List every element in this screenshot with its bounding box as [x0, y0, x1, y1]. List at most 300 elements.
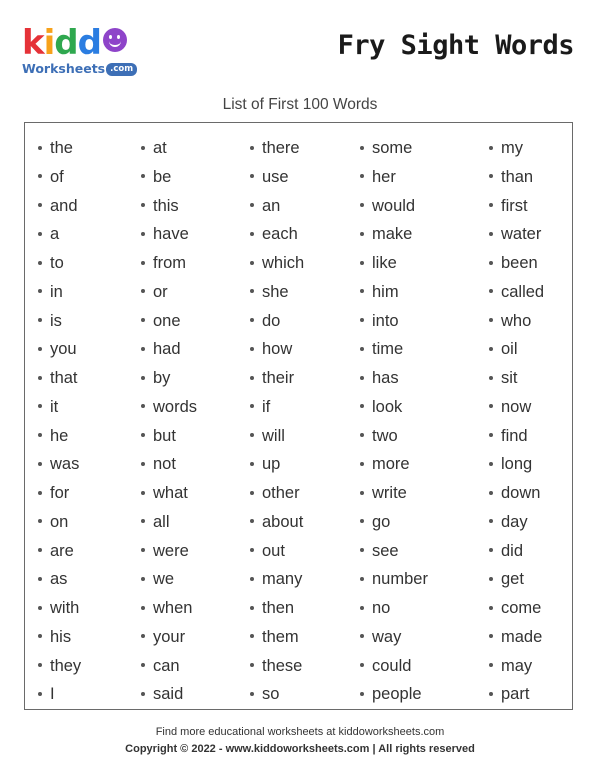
word-text: was — [50, 455, 80, 474]
word-text: water — [501, 225, 542, 244]
word-text: did — [501, 541, 524, 560]
bullet-icon — [250, 174, 254, 178]
logo-worksheets-text: Worksheets — [22, 61, 106, 76]
bullet-icon — [250, 462, 254, 466]
word-text: her — [372, 167, 396, 186]
bullet-icon — [360, 261, 364, 265]
word-item — [360, 249, 428, 278]
bullet-icon — [38, 663, 42, 667]
word-item — [141, 364, 197, 393]
word-item — [250, 450, 304, 479]
word-item — [489, 508, 544, 537]
bullet-icon — [141, 404, 145, 408]
word-item — [489, 652, 544, 681]
word-text: his — [50, 627, 72, 646]
word-item — [360, 364, 428, 393]
bullet-icon — [489, 519, 493, 523]
word-text: many — [262, 570, 303, 589]
word-text: will — [262, 426, 285, 445]
bullet-icon — [141, 692, 145, 696]
word-text: at — [153, 139, 167, 157]
word-text: sit — [501, 369, 518, 387]
word-item — [141, 594, 197, 623]
bullet-icon — [360, 577, 364, 581]
word-item — [141, 393, 197, 422]
word-text: is — [50, 311, 62, 330]
word-text: do — [262, 311, 281, 330]
word-item — [141, 680, 197, 709]
bullet-icon — [250, 577, 254, 581]
bullet-icon — [489, 376, 493, 380]
bullet-icon — [489, 663, 493, 667]
word-text: him — [372, 282, 399, 301]
logo-subtitle — [22, 61, 152, 76]
bullet-icon — [141, 347, 145, 351]
bullet-icon — [250, 232, 254, 236]
word-item — [141, 537, 197, 566]
word-text: been — [501, 254, 538, 272]
footer-copyright-text: Copyright © 2022 - www.kiddoworksheets.com | All rights reserved — [125, 743, 475, 755]
bullet-icon — [141, 663, 145, 667]
word-item — [141, 623, 197, 652]
bullet-icon — [250, 347, 254, 351]
bullet-icon — [360, 347, 364, 351]
word-item — [489, 594, 544, 623]
word-item — [360, 422, 428, 451]
word-item — [38, 134, 81, 163]
word-text: not — [153, 455, 176, 474]
word-text: more — [372, 455, 410, 474]
word-text: of — [50, 167, 64, 186]
bullet-icon — [489, 606, 493, 610]
word-item — [360, 163, 428, 192]
word-item — [38, 594, 81, 623]
bullet-icon — [141, 577, 145, 581]
word-text: has — [372, 369, 399, 387]
word-text: way — [372, 627, 402, 646]
word-text: an — [262, 196, 281, 215]
word-item — [250, 537, 304, 566]
bullet-icon — [360, 634, 364, 638]
word-text: look — [372, 397, 403, 416]
word-text: have — [153, 225, 189, 244]
word-item — [38, 680, 81, 709]
bullet-icon — [250, 146, 254, 150]
bullet-icon — [250, 634, 254, 638]
word-text: how — [262, 340, 293, 359]
word-item — [250, 249, 304, 278]
word-item — [250, 220, 304, 249]
bullet-icon — [360, 692, 364, 696]
word-text: get — [501, 570, 524, 589]
bullet-icon — [250, 376, 254, 380]
bullet-icon — [489, 146, 493, 150]
bullet-icon — [250, 663, 254, 667]
word-text: people — [372, 685, 422, 704]
word-item — [250, 134, 304, 163]
word-item — [38, 652, 81, 681]
word-item — [360, 335, 428, 364]
word-item — [489, 249, 544, 278]
word-item — [360, 508, 428, 537]
word-text: there — [262, 139, 300, 157]
word-item — [38, 537, 81, 566]
word-item — [250, 594, 304, 623]
word-item — [141, 335, 197, 364]
word-text: by — [153, 369, 171, 387]
word-text: about — [262, 512, 304, 531]
word-text: they — [50, 656, 82, 675]
word-column-1 — [38, 134, 81, 709]
bullet-icon — [489, 491, 493, 495]
bullet-icon — [141, 203, 145, 207]
word-item — [360, 220, 428, 249]
word-item — [489, 134, 544, 163]
word-item — [360, 565, 428, 594]
word-item — [489, 623, 544, 652]
word-text: with — [50, 599, 80, 617]
bullet-icon — [141, 491, 145, 495]
bullet-icon — [38, 462, 42, 466]
word-text: that — [50, 369, 78, 387]
word-item — [360, 479, 428, 508]
word-item — [250, 163, 304, 192]
bullet-icon — [38, 491, 42, 495]
word-item — [38, 623, 81, 652]
smiley-face-icon — [103, 28, 127, 52]
word-text: each — [262, 225, 298, 244]
bullet-icon — [141, 261, 145, 265]
word-item — [38, 479, 81, 508]
word-list-box — [24, 122, 573, 710]
bullet-icon — [360, 174, 364, 178]
word-item — [38, 220, 81, 249]
bullet-icon — [38, 606, 42, 610]
word-text: no — [372, 599, 391, 617]
word-text: in — [50, 282, 63, 301]
bullet-icon — [360, 232, 364, 236]
word-item — [38, 278, 81, 307]
bullet-icon — [141, 433, 145, 437]
word-text: like — [372, 254, 397, 272]
word-column-3 — [250, 134, 304, 709]
bullet-icon — [38, 634, 42, 638]
word-item — [141, 163, 197, 192]
word-item — [38, 192, 81, 221]
word-text: which — [262, 254, 305, 272]
word-item — [489, 307, 544, 336]
word-text: and — [50, 196, 78, 215]
word-item — [489, 220, 544, 249]
bullet-icon — [250, 548, 254, 552]
bullet-icon — [141, 606, 145, 610]
word-text: be — [153, 167, 172, 186]
word-text: then — [262, 599, 295, 617]
word-text: may — [501, 656, 533, 675]
word-item — [250, 422, 304, 451]
bullet-icon — [489, 203, 493, 207]
bullet-icon — [250, 318, 254, 322]
word-item — [38, 364, 81, 393]
word-item — [141, 479, 197, 508]
word-item — [360, 623, 428, 652]
bullet-icon — [489, 261, 493, 265]
word-text: into — [372, 311, 399, 330]
bullet-icon — [360, 462, 364, 466]
bullet-icon — [38, 203, 42, 207]
word-item — [250, 192, 304, 221]
word-text: my — [501, 139, 523, 157]
word-text: she — [262, 282, 289, 301]
word-item — [38, 307, 81, 336]
word-item — [250, 307, 304, 336]
word-item — [38, 450, 81, 479]
footer-promo-text: Find more educational worksheets at kiddoworksheets.com — [155, 726, 445, 738]
word-text: come — [501, 599, 542, 617]
word-item — [141, 450, 197, 479]
word-text: go — [372, 512, 391, 531]
word-item — [360, 450, 428, 479]
bullet-icon — [489, 548, 493, 552]
bullet-icon — [489, 462, 493, 466]
word-item — [38, 335, 81, 364]
word-item — [38, 422, 81, 451]
kiddo-worksheets-logo — [22, 23, 152, 78]
word-item — [489, 335, 544, 364]
word-text: write — [372, 484, 407, 502]
bullet-icon — [141, 376, 145, 380]
bullet-icon — [141, 318, 145, 322]
word-item — [489, 422, 544, 451]
word-text: are — [50, 541, 74, 560]
word-item — [250, 680, 304, 709]
word-column-4 — [360, 134, 428, 709]
bullet-icon — [38, 289, 42, 293]
word-text: what — [153, 484, 188, 502]
bullet-icon — [360, 404, 364, 408]
word-text: their — [262, 369, 295, 387]
word-item — [38, 508, 81, 537]
word-text: number — [372, 570, 428, 589]
word-text: use — [262, 167, 289, 186]
bullet-icon — [360, 491, 364, 495]
word-item — [250, 508, 304, 537]
word-item — [360, 278, 428, 307]
bullet-icon — [141, 232, 145, 236]
word-text: oil — [501, 340, 518, 359]
word-text: who — [501, 311, 532, 330]
bullet-icon — [38, 519, 42, 523]
bullet-icon — [489, 577, 493, 581]
word-text: he — [50, 426, 69, 445]
bullet-icon — [250, 433, 254, 437]
bullet-icon — [38, 692, 42, 696]
bullet-icon — [38, 318, 42, 322]
bullet-icon — [250, 404, 254, 408]
bullet-icon — [360, 519, 364, 523]
word-text: so — [262, 685, 280, 704]
word-item — [141, 307, 197, 336]
bullet-icon — [38, 376, 42, 380]
word-item — [141, 220, 197, 249]
word-text: now — [501, 397, 532, 416]
word-text: called — [501, 282, 545, 301]
word-item — [489, 479, 544, 508]
word-text: on — [50, 512, 69, 531]
word-text: the — [50, 139, 73, 157]
word-item — [38, 249, 81, 278]
word-item — [489, 537, 544, 566]
word-text: find — [501, 426, 528, 445]
bullet-icon — [489, 232, 493, 236]
word-item — [38, 393, 81, 422]
bullet-icon — [38, 174, 42, 178]
word-item — [250, 278, 304, 307]
word-item — [250, 652, 304, 681]
bullet-icon — [489, 634, 493, 638]
bullet-icon — [360, 663, 364, 667]
word-text: one — [153, 311, 181, 330]
bullet-icon — [489, 289, 493, 293]
bullet-icon — [489, 318, 493, 322]
word-item — [141, 422, 197, 451]
word-item — [360, 537, 428, 566]
word-text: to — [50, 254, 64, 272]
bullet-icon — [360, 548, 364, 552]
bullet-icon — [360, 318, 364, 322]
word-text: part — [501, 685, 530, 704]
word-text: if — [262, 397, 271, 416]
bullet-icon — [141, 634, 145, 638]
word-text: day — [501, 512, 528, 531]
bullet-icon — [250, 692, 254, 696]
bullet-icon — [141, 519, 145, 523]
word-item — [141, 278, 197, 307]
bullet-icon — [38, 404, 42, 408]
word-text: your — [153, 627, 186, 646]
bullet-icon — [38, 577, 42, 581]
word-text: you — [50, 340, 77, 359]
list-subtitle: List of First 100 Words — [222, 96, 378, 113]
word-text: it — [50, 397, 59, 416]
bullet-icon — [360, 203, 364, 207]
bullet-icon — [489, 433, 493, 437]
word-text: for — [50, 484, 70, 502]
bullet-icon — [38, 232, 42, 236]
word-text: said — [153, 685, 184, 704]
page-title: Fry Sight Words — [337, 30, 574, 61]
word-item — [141, 652, 197, 681]
bullet-icon — [38, 433, 42, 437]
bullet-icon — [360, 146, 364, 150]
bullet-icon — [489, 404, 493, 408]
word-text: all — [153, 512, 170, 531]
word-text: when — [153, 599, 193, 617]
word-item — [360, 192, 428, 221]
bullet-icon — [360, 606, 364, 610]
word-item — [250, 623, 304, 652]
word-text: some — [372, 139, 413, 157]
word-text: had — [153, 340, 181, 359]
word-text: first — [501, 196, 528, 215]
word-item — [360, 307, 428, 336]
bullet-icon — [141, 289, 145, 293]
word-item — [489, 450, 544, 479]
logo-wordmark: kidd — [22, 26, 152, 60]
bullet-icon — [360, 376, 364, 380]
word-item — [360, 134, 428, 163]
word-item — [141, 565, 197, 594]
word-text: would — [372, 196, 416, 215]
word-item — [489, 278, 544, 307]
word-item — [38, 163, 81, 192]
word-text: can — [153, 656, 180, 675]
word-text: words — [153, 397, 198, 416]
word-item — [360, 594, 428, 623]
bullet-icon — [38, 261, 42, 265]
bullet-icon — [250, 261, 254, 265]
word-item — [250, 364, 304, 393]
word-item — [489, 393, 544, 422]
word-text: but — [153, 426, 176, 445]
word-item — [489, 680, 544, 709]
bullet-icon — [38, 548, 42, 552]
word-column-5 — [489, 134, 544, 709]
word-item — [141, 508, 197, 537]
word-text: from — [153, 254, 186, 272]
word-text: or — [153, 282, 168, 301]
word-item — [250, 335, 304, 364]
bullet-icon — [250, 203, 254, 207]
bullet-icon — [38, 146, 42, 150]
bullet-icon — [489, 174, 493, 178]
word-text: were — [153, 541, 189, 560]
word-text: them — [262, 627, 299, 646]
word-text: a — [50, 225, 60, 244]
bullet-icon — [360, 289, 364, 293]
word-text: made — [501, 627, 543, 646]
bullet-icon — [141, 462, 145, 466]
word-item — [250, 393, 304, 422]
bullet-icon — [250, 519, 254, 523]
bullet-icon — [250, 491, 254, 495]
bullet-icon — [141, 174, 145, 178]
word-text: time — [372, 340, 404, 359]
word-text: long — [501, 455, 533, 474]
word-item — [250, 479, 304, 508]
word-item — [360, 652, 428, 681]
word-item — [141, 192, 197, 221]
word-text: this — [153, 196, 179, 215]
bullet-icon — [489, 692, 493, 696]
bullet-icon — [360, 433, 364, 437]
word-item — [489, 192, 544, 221]
word-text: other — [262, 484, 300, 502]
bullet-icon — [141, 146, 145, 150]
word-item — [360, 393, 428, 422]
word-text: as — [50, 570, 68, 589]
word-text: up — [262, 455, 281, 474]
bullet-icon — [141, 548, 145, 552]
word-item — [360, 680, 428, 709]
word-item — [141, 249, 197, 278]
bullet-icon — [250, 606, 254, 610]
bullet-icon — [489, 347, 493, 351]
word-column-2 — [141, 134, 197, 709]
word-item — [489, 364, 544, 393]
bullet-icon — [38, 347, 42, 351]
word-text: I — [50, 685, 55, 704]
